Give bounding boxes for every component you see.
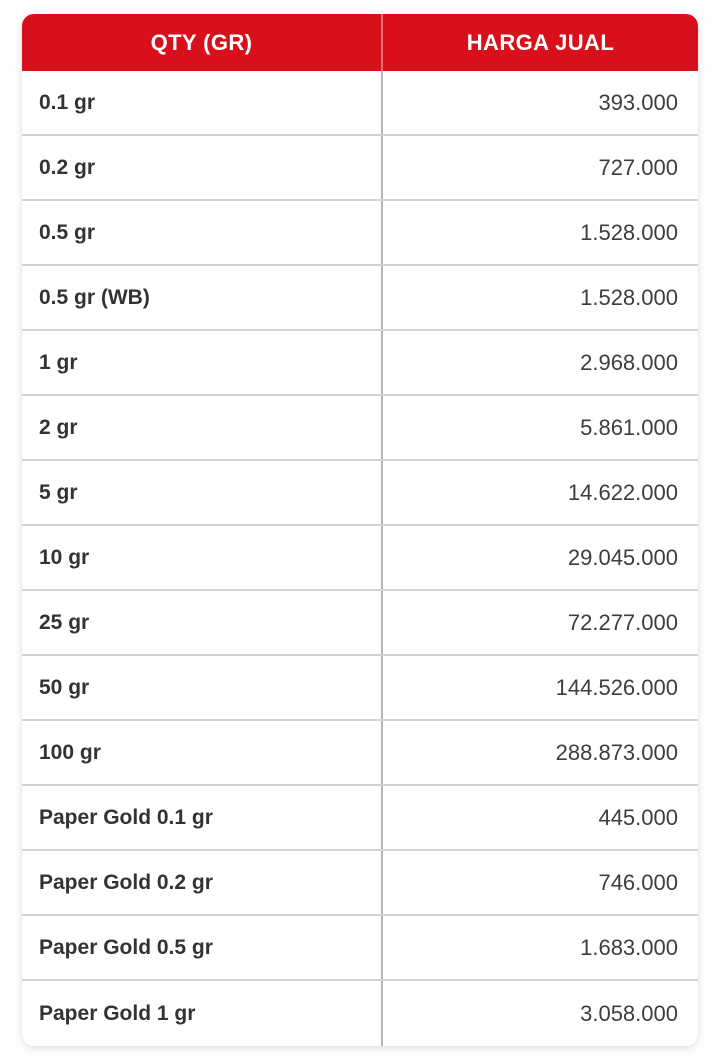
price-cell: 288.873.000 [555,739,678,765]
table-row [22,71,698,136]
qty-cell: 2 gr [22,396,383,459]
gold-price-table [22,14,698,1046]
table-header-row [22,14,698,71]
price-cell: 393.000 [598,89,678,115]
table-row [22,656,698,721]
qty-cell: 0.1 gr [22,71,383,134]
price-cell: 3.058.000 [580,1000,678,1026]
table-row [22,786,698,851]
qty-cell: 0.2 gr [22,136,383,199]
price-cell: 29.045.000 [567,544,678,570]
price-cell: 72.277.000 [567,609,678,635]
qty-cell: 10 gr [22,526,383,589]
qty-cell: Paper Gold 1 gr [22,981,383,1046]
price-cell: 1.528.000 [580,219,678,245]
qty-cell: 25 gr [22,591,383,654]
table-row [22,591,698,656]
table-row [22,201,698,266]
table-row [22,331,698,396]
table-row [22,266,698,331]
price-cell: 746.000 [598,869,678,895]
table-row [22,396,698,461]
qty-cell: 1 gr [22,331,383,394]
table-row [22,461,698,526]
column-header-qty: QTY (GR) [22,14,383,71]
qty-cell: 50 gr [22,656,383,719]
price-cell: 5.861.000 [580,414,678,440]
table-row [22,721,698,786]
price-cell: 14.622.000 [567,479,678,505]
table-row [22,526,698,591]
qty-cell: 0.5 gr (WB) [22,266,383,329]
table-row [22,851,698,916]
qty-cell: 5 gr [22,461,383,524]
column-header-harga-jual: HARGA JUAL [466,29,615,55]
qty-cell: 100 gr [22,721,383,784]
qty-cell: 0.5 gr [22,201,383,264]
qty-cell: Paper Gold 0.2 gr [22,851,383,914]
price-cell: 2.968.000 [580,349,678,375]
table-row [22,981,698,1046]
price-cell: 144.526.000 [555,674,678,700]
price-cell: 445.000 [598,804,678,830]
table-row [22,916,698,981]
price-cell: 1.683.000 [580,934,678,960]
qty-cell: Paper Gold 0.5 gr [22,916,383,979]
price-cell: 727.000 [598,154,678,180]
table-row [22,136,698,201]
price-cell: 1.528.000 [580,284,678,310]
qty-cell: Paper Gold 0.1 gr [22,786,383,849]
